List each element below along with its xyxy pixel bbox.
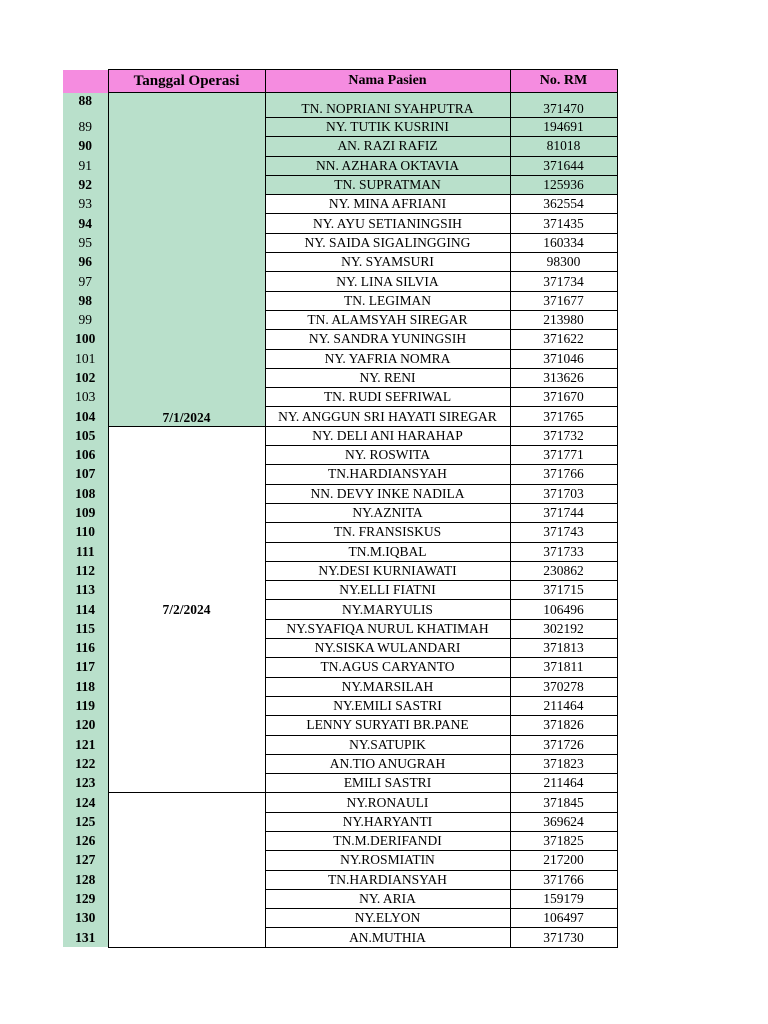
- nama-pasien-cell: NY. LINA SILVIA: [265, 272, 510, 291]
- no-rm-cell: 362554: [510, 195, 617, 214]
- nama-pasien-cell: NY.SYAFIQA NURUL KHATIMAH: [265, 619, 510, 638]
- nama-pasien-cell: NY.AZNITA: [265, 503, 510, 522]
- nama-pasien-cell: NY.MARSILAH: [265, 677, 510, 696]
- nama-pasien-cell: NY.EMILI SASTRI: [265, 696, 510, 715]
- row-number: 100: [63, 330, 108, 349]
- no-rm-cell: 371823: [510, 754, 617, 773]
- nama-pasien-cell: AN.TIO ANUGRAH: [265, 754, 510, 773]
- row-number: 124: [63, 793, 108, 812]
- no-rm-cell: 371826: [510, 716, 617, 735]
- nama-pasien-cell: LENNY SURYATI BR.PANE: [265, 716, 510, 735]
- no-rm-cell: 371813: [510, 639, 617, 658]
- nama-pasien-cell: NY.ROSMIATIN: [265, 851, 510, 870]
- nama-pasien-cell: NY. YAFRIA NOMRA: [265, 349, 510, 368]
- no-rm-cell: 371470: [510, 93, 617, 118]
- nama-pasien-cell: NY. RENI: [265, 368, 510, 387]
- no-rm-cell: 371743: [510, 523, 617, 542]
- nama-pasien-cell: TN.HARDIANSYAH: [265, 465, 510, 484]
- row-number: 118: [63, 677, 108, 696]
- row-number: 113: [63, 581, 108, 600]
- no-rm-cell: 370278: [510, 677, 617, 696]
- nama-pasien-cell: NY. DELI ANI HARAHAP: [265, 426, 510, 445]
- no-rm-cell: 371730: [510, 928, 617, 947]
- no-rm-cell: 106496: [510, 600, 617, 619]
- no-rm-cell: 211464: [510, 696, 617, 715]
- row-number: 94: [63, 214, 108, 233]
- nama-pasien-cell: NY.SATUPIK: [265, 735, 510, 754]
- no-rm-cell: 371766: [510, 465, 617, 484]
- row-number: 104: [63, 407, 108, 426]
- nama-pasien-cell: NY. ROSWITA: [265, 446, 510, 465]
- no-rm-cell: 160334: [510, 233, 617, 252]
- no-rm-cell: 371733: [510, 542, 617, 561]
- no-rm-cell: 371703: [510, 484, 617, 503]
- no-rm-cell: 371435: [510, 214, 617, 233]
- row-number: 112: [63, 561, 108, 580]
- table-row: [63, 793, 617, 812]
- row-number: 114: [63, 600, 108, 619]
- nama-pasien-cell: NY. AYU SETIANINGSIH: [265, 214, 510, 233]
- nama-pasien-cell: EMILI SASTRI: [265, 774, 510, 793]
- row-number: 117: [63, 658, 108, 677]
- row-number: 95: [63, 233, 108, 252]
- nama-pasien-cell: TN.AGUS CARYANTO: [265, 658, 510, 677]
- row-number: 122: [63, 754, 108, 773]
- row-number: 91: [63, 156, 108, 175]
- row-number: 123: [63, 774, 108, 793]
- nama-pasien-cell: NY. MINA AFRIANI: [265, 195, 510, 214]
- no-rm-cell: 371644: [510, 156, 617, 175]
- no-rm-cell: 371715: [510, 581, 617, 600]
- header-nama-pasien: Nama Pasien: [265, 70, 510, 93]
- no-rm-cell: 159179: [510, 889, 617, 908]
- no-rm-cell: 371622: [510, 330, 617, 349]
- no-rm-cell: 371726: [510, 735, 617, 754]
- row-number: 125: [63, 812, 108, 831]
- no-rm-cell: 302192: [510, 619, 617, 638]
- nama-pasien-cell: NY. SANDRA YUNINGSIH: [265, 330, 510, 349]
- row-number: 103: [63, 388, 108, 407]
- row-number: 111: [63, 542, 108, 561]
- no-rm-cell: 371845: [510, 793, 617, 812]
- row-number: 93: [63, 195, 108, 214]
- row-number: 128: [63, 870, 108, 889]
- nama-pasien-cell: TN. RUDI SEFRIWAL: [265, 388, 510, 407]
- header-no-rm: No. RM: [510, 70, 617, 93]
- no-rm-cell: 217200: [510, 851, 617, 870]
- header-row: [63, 70, 617, 93]
- nama-pasien-cell: TN. SUPRATMAN: [265, 175, 510, 194]
- nama-pasien-cell: NY. TUTIK KUSRINI: [265, 118, 510, 137]
- row-number: 116: [63, 639, 108, 658]
- no-rm-cell: 81018: [510, 137, 617, 156]
- nama-pasien-cell: NN. DEVY INKE NADILA: [265, 484, 510, 503]
- nama-pasien-cell: TN.M.IQBAL: [265, 542, 510, 561]
- nama-pasien-cell: TN. NOPRIANI SYAHPUTRA: [265, 93, 510, 118]
- tanggal-operasi-cell: 7/2/2024: [108, 426, 265, 793]
- row-number: 126: [63, 831, 108, 850]
- no-rm-cell: 371732: [510, 426, 617, 445]
- nama-pasien-cell: NY. SYAMSURI: [265, 253, 510, 272]
- table-body: [63, 93, 617, 948]
- no-rm-cell: 194691: [510, 118, 617, 137]
- nama-pasien-cell: AN.MUTHIA: [265, 928, 510, 947]
- no-rm-cell: 106497: [510, 909, 617, 928]
- row-number: 109: [63, 503, 108, 522]
- table-row: [63, 426, 617, 445]
- row-number: 102: [63, 368, 108, 387]
- tanggal-operasi-cell: [108, 793, 265, 947]
- row-number: 105: [63, 426, 108, 445]
- row-number: 89: [63, 118, 108, 137]
- no-rm-cell: 371677: [510, 291, 617, 310]
- no-rm-cell: 371771: [510, 446, 617, 465]
- row-number: 99: [63, 310, 108, 329]
- no-rm-cell: 213980: [510, 310, 617, 329]
- row-number: 92: [63, 175, 108, 194]
- nama-pasien-cell: TN. ALAMSYAH SIREGAR: [265, 310, 510, 329]
- row-number: 106: [63, 446, 108, 465]
- nama-pasien-cell: NN. AZHARA OKTAVIA: [265, 156, 510, 175]
- tanggal-operasi-cell: 7/1/2024: [108, 93, 265, 427]
- row-number: 121: [63, 735, 108, 754]
- row-number: 110: [63, 523, 108, 542]
- row-number: 88: [63, 93, 108, 118]
- header-no: [63, 70, 108, 93]
- no-rm-cell: 230862: [510, 561, 617, 580]
- row-number: 101: [63, 349, 108, 368]
- nama-pasien-cell: NY.RONAULI: [265, 793, 510, 812]
- no-rm-cell: 125936: [510, 175, 617, 194]
- nama-pasien-cell: NY.SISKA WULANDARI: [265, 639, 510, 658]
- row-number: 107: [63, 465, 108, 484]
- no-rm-cell: 371825: [510, 831, 617, 850]
- nama-pasien-cell: TN. FRANSISKUS: [265, 523, 510, 542]
- row-number: 129: [63, 889, 108, 908]
- no-rm-cell: 313626: [510, 368, 617, 387]
- row-number: 108: [63, 484, 108, 503]
- row-number: 119: [63, 696, 108, 715]
- no-rm-cell: 211464: [510, 774, 617, 793]
- nama-pasien-cell: TN. LEGIMAN: [265, 291, 510, 310]
- row-number: 130: [63, 909, 108, 928]
- nama-pasien-cell: NY. ARIA: [265, 889, 510, 908]
- no-rm-cell: 371046: [510, 349, 617, 368]
- row-number: 127: [63, 851, 108, 870]
- header-tanggal-operasi: Tanggal Operasi: [108, 70, 265, 93]
- row-number: 131: [63, 928, 108, 947]
- row-number: 98: [63, 291, 108, 310]
- nama-pasien-cell: NY.ELLI FIATNI: [265, 581, 510, 600]
- table-row: [63, 93, 617, 118]
- no-rm-cell: 371766: [510, 870, 617, 889]
- nama-pasien-cell: NY. SAIDA SIGALINGGING: [265, 233, 510, 252]
- nama-pasien-cell: NY.DESI KURNIAWATI: [265, 561, 510, 580]
- no-rm-cell: 371765: [510, 407, 617, 426]
- row-number: 96: [63, 253, 108, 272]
- nama-pasien-cell: NY.MARYULIS: [265, 600, 510, 619]
- row-number: 115: [63, 619, 108, 638]
- nama-pasien-cell: NY.HARYANTI: [265, 812, 510, 831]
- nama-pasien-cell: TN.M.DERIFANDI: [265, 831, 510, 850]
- no-rm-cell: 371734: [510, 272, 617, 291]
- no-rm-cell: 369624: [510, 812, 617, 831]
- no-rm-cell: 98300: [510, 253, 617, 272]
- no-rm-cell: 371811: [510, 658, 617, 677]
- nama-pasien-cell: TN.HARDIANSYAH: [265, 870, 510, 889]
- no-rm-cell: 371670: [510, 388, 617, 407]
- nama-pasien-cell: AN. RAZI RAFIZ: [265, 137, 510, 156]
- patient-surgery-table: [63, 69, 618, 948]
- nama-pasien-cell: NY.ELYON: [265, 909, 510, 928]
- row-number: 97: [63, 272, 108, 291]
- row-number: 90: [63, 137, 108, 156]
- nama-pasien-cell: NY. ANGGUN SRI HAYATI SIREGAR: [265, 407, 510, 426]
- no-rm-cell: 371744: [510, 503, 617, 522]
- row-number: 120: [63, 716, 108, 735]
